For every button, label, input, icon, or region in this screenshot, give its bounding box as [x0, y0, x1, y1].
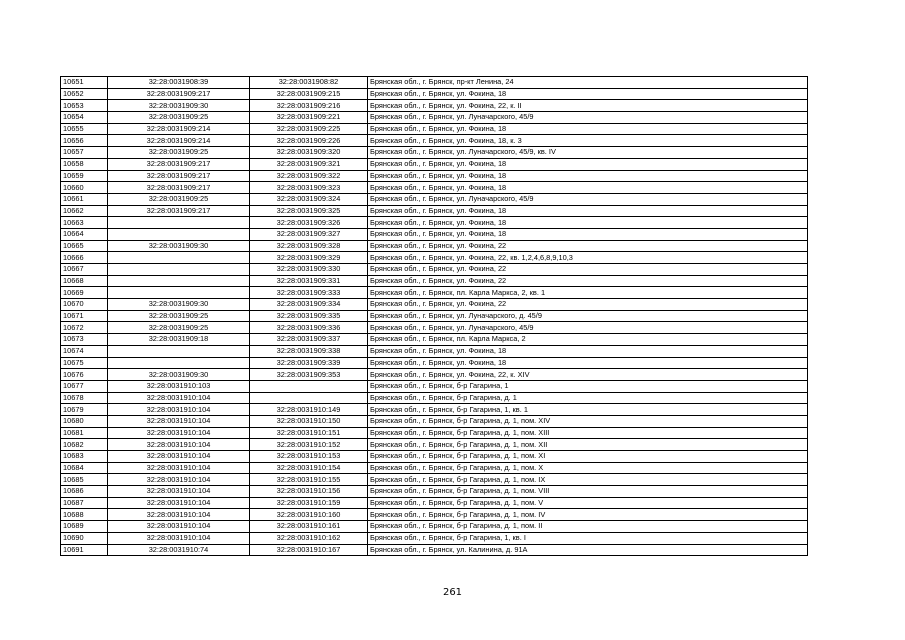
cell-row-number: 10659 [61, 170, 108, 182]
cell-address: Брянская обл., г. Брянск, б-р Гагарина, д. 1, пом. VIII [368, 486, 808, 498]
cell-parent-cadastral-number: 32:28:0031910:104 [108, 415, 250, 427]
cell-row-number: 10662 [61, 205, 108, 217]
cell-row-number: 10686 [61, 486, 108, 498]
table-row [61, 147, 808, 159]
cell-address: Брянская обл., г. Брянск, б-р Гагарина, д. 1, пом. IX [368, 474, 808, 486]
cell-parent-cadastral-number: 32:28:0031910:104 [108, 462, 250, 474]
cell-row-number: 10681 [61, 427, 108, 439]
cell-cadastral-number: 32:28:0031909:334 [250, 299, 368, 311]
cell-address: Брянская обл., г. Брянск, ул. Фокина, 18 [368, 158, 808, 170]
cell-row-number: 10684 [61, 462, 108, 474]
cell-address: Брянская обл., г. Брянск, пр-кт Ленина, 24 [368, 77, 808, 89]
cell-cadastral-number: 32:28:0031909:326 [250, 217, 368, 229]
cell-parent-cadastral-number [108, 287, 250, 299]
table-row [61, 509, 808, 521]
cell-address: Брянская обл., г. Брянск, ул. Фокина, 22, к. II [368, 100, 808, 112]
cell-address: Брянская обл., г. Брянск, ул. Луначарского, 45/9 [368, 322, 808, 334]
table-row [61, 299, 808, 311]
table-row [61, 532, 808, 544]
cell-row-number: 10656 [61, 135, 108, 147]
cell-cadastral-number: 32:28:0031909:325 [250, 205, 368, 217]
cell-parent-cadastral-number: 32:28:0031909:25 [108, 310, 250, 322]
cell-parent-cadastral-number: 32:28:0031910:104 [108, 497, 250, 509]
cell-row-number: 10673 [61, 334, 108, 346]
table-row [61, 252, 808, 264]
cell-address: Брянская обл., г. Брянск, б-р Гагарина, 1 [368, 380, 808, 392]
cell-cadastral-number: 32:28:0031910:154 [250, 462, 368, 474]
cell-address: Брянская обл., г. Брянск, б-р Гагарина, д. 1, пом. XII [368, 439, 808, 451]
table-row [61, 474, 808, 486]
table-row [61, 264, 808, 276]
table-row [61, 158, 808, 170]
cell-address: Брянская обл., г. Брянск, ул. Фокина, 22, к. XIV [368, 369, 808, 381]
cell-row-number: 10664 [61, 228, 108, 240]
cell-address: Брянская обл., г. Брянск, ул. Луначарского, 45/9, кв. IV [368, 147, 808, 159]
cell-address: Брянская обл., г. Брянск, б-р Гагарина, д. 1, пом. XI [368, 451, 808, 463]
cell-cadastral-number: 32:28:0031909:215 [250, 88, 368, 100]
cell-parent-cadastral-number: 32:28:0031910:104 [108, 486, 250, 498]
table-row [61, 345, 808, 357]
cell-parent-cadastral-number: 32:28:0031909:217 [108, 205, 250, 217]
cell-address: Брянская обл., г. Брянск, ул. Фокина, 22 [368, 240, 808, 252]
cell-parent-cadastral-number: 32:28:0031909:214 [108, 123, 250, 135]
cell-address: Брянская обл., г. Брянск, б-р Гагарина, 1, кв. I [368, 532, 808, 544]
table-row [61, 228, 808, 240]
cell-address: Брянская обл., г. Брянск, пл. Карла Маркса, 2 [368, 334, 808, 346]
cell-row-number: 10690 [61, 532, 108, 544]
cell-address: Брянская обл., г. Брянск, ул. Фокина, 18 [368, 205, 808, 217]
cell-address: Брянская обл., г. Брянск, б-р Гагарина, д. 1, пом. II [368, 521, 808, 533]
cell-cadastral-number: 32:28:0031909:221 [250, 112, 368, 124]
table-row [61, 135, 808, 147]
cell-row-number: 10679 [61, 404, 108, 416]
cell-address: Брянская обл., г. Брянск, ул. Фокина, 22 [368, 275, 808, 287]
cell-address: Брянская обл., г. Брянск, ул. Фокина, 22 [368, 299, 808, 311]
table-row [61, 275, 808, 287]
cell-row-number: 10655 [61, 123, 108, 135]
cell-cadastral-number: 32:28:0031909:339 [250, 357, 368, 369]
cell-cadastral-number: 32:28:0031910:156 [250, 486, 368, 498]
cell-row-number: 10668 [61, 275, 108, 287]
cell-cadastral-number: 32:28:0031910:167 [250, 544, 368, 556]
cell-parent-cadastral-number: 32:28:0031909:217 [108, 170, 250, 182]
cell-cadastral-number: 32:28:0031909:322 [250, 170, 368, 182]
table-row [61, 462, 808, 474]
cell-cadastral-number: 32:28:0031910:152 [250, 439, 368, 451]
cell-row-number: 10691 [61, 544, 108, 556]
table-row [61, 486, 808, 498]
table-row [61, 77, 808, 89]
table-row [61, 217, 808, 229]
cell-cadastral-number: 32:28:0031909:225 [250, 123, 368, 135]
cell-cadastral-number: 32:28:0031910:150 [250, 415, 368, 427]
cell-cadastral-number: 32:28:0031909:331 [250, 275, 368, 287]
cell-row-number: 10674 [61, 345, 108, 357]
cell-cadastral-number: 32:28:0031910:161 [250, 521, 368, 533]
cell-row-number: 10672 [61, 322, 108, 334]
cell-cadastral-number: 32:28:0031910:162 [250, 532, 368, 544]
cell-parent-cadastral-number: 32:28:0031910:104 [108, 521, 250, 533]
cell-parent-cadastral-number: 32:28:0031909:18 [108, 334, 250, 346]
page-number: 261 [442, 587, 463, 598]
cell-parent-cadastral-number: 32:28:0031909:25 [108, 193, 250, 205]
table-row [61, 287, 808, 299]
cell-address: Брянская обл., г. Брянск, ул. Фокина, 22 [368, 264, 808, 276]
cell-row-number: 10653 [61, 100, 108, 112]
cell-address: Брянская обл., г. Брянск, б-р Гагарина, д. 1 [368, 392, 808, 404]
cell-address: Брянская обл., г. Брянск, ул. Калинина, д. 91А [368, 544, 808, 556]
registry-table-body [61, 77, 808, 556]
cell-cadastral-number: 32:28:0031910:153 [250, 451, 368, 463]
cell-address: Брянская обл., г. Брянск, б-р Гагарина, 1, кв. 1 [368, 404, 808, 416]
cell-parent-cadastral-number: 32:28:0031909:217 [108, 158, 250, 170]
cell-parent-cadastral-number [108, 345, 250, 357]
cell-cadastral-number: 32:28:0031909:328 [250, 240, 368, 252]
cell-parent-cadastral-number: 32:28:0031909:30 [108, 369, 250, 381]
table-row [61, 451, 808, 463]
cell-parent-cadastral-number: 32:28:0031908:39 [108, 77, 250, 89]
table-row [61, 415, 808, 427]
cell-cadastral-number: 32:28:0031909:320 [250, 147, 368, 159]
cell-cadastral-number [250, 392, 368, 404]
table-row [61, 205, 808, 217]
cell-cadastral-number: 32:28:0031909:321 [250, 158, 368, 170]
cell-cadastral-number: 32:28:0031909:353 [250, 369, 368, 381]
cell-cadastral-number: 32:28:0031910:160 [250, 509, 368, 521]
cell-row-number: 10669 [61, 287, 108, 299]
cell-cadastral-number: 32:28:0031909:333 [250, 287, 368, 299]
cell-parent-cadastral-number [108, 217, 250, 229]
cell-cadastral-number: 32:28:0031909:335 [250, 310, 368, 322]
cell-address: Брянская обл., г. Брянск, б-р Гагарина, д. 1, пом. IV [368, 509, 808, 521]
cell-row-number: 10670 [61, 299, 108, 311]
table-row [61, 380, 808, 392]
cell-parent-cadastral-number [108, 357, 250, 369]
cell-address: Брянская обл., г. Брянск, ул. Фокина, 18 [368, 217, 808, 229]
cell-row-number: 10660 [61, 182, 108, 194]
cell-parent-cadastral-number: 32:28:0031909:217 [108, 88, 250, 100]
cell-row-number: 10689 [61, 521, 108, 533]
cell-parent-cadastral-number: 32:28:0031909:25 [108, 112, 250, 124]
cell-row-number: 10667 [61, 264, 108, 276]
cell-parent-cadastral-number [108, 252, 250, 264]
table-row [61, 334, 808, 346]
cell-row-number: 10682 [61, 439, 108, 451]
cell-cadastral-number: 32:28:0031909:330 [250, 264, 368, 276]
table-row [61, 170, 808, 182]
cell-address: Брянская обл., г. Брянск, б-р Гагарина, д. 1, пом. X [368, 462, 808, 474]
cell-cadastral-number: 32:28:0031910:155 [250, 474, 368, 486]
cell-address: Брянская обл., г. Брянск, б-р Гагарина, д. 1, пом. V [368, 497, 808, 509]
cell-cadastral-number: 32:28:0031909:336 [250, 322, 368, 334]
cell-parent-cadastral-number: 32:28:0031910:104 [108, 404, 250, 416]
cell-cadastral-number: 32:28:0031909:329 [250, 252, 368, 264]
table-row [61, 310, 808, 322]
cell-cadastral-number: 32:28:0031909:324 [250, 193, 368, 205]
cell-parent-cadastral-number: 32:28:0031910:103 [108, 380, 250, 392]
table-row [61, 193, 808, 205]
cell-row-number: 10661 [61, 193, 108, 205]
cell-cadastral-number: 32:28:0031909:327 [250, 228, 368, 240]
table-row [61, 357, 808, 369]
cell-parent-cadastral-number: 32:28:0031909:30 [108, 100, 250, 112]
cell-parent-cadastral-number: 32:28:0031909:217 [108, 182, 250, 194]
cell-address: Брянская обл., г. Брянск, ул. Луначарского, 45/9 [368, 193, 808, 205]
cell-row-number: 10685 [61, 474, 108, 486]
cell-address: Брянская обл., г. Брянск, ул. Фокина, 22, кв. 1,2,4,6,8,9,10,3 [368, 252, 808, 264]
cell-parent-cadastral-number: 32:28:0031909:214 [108, 135, 250, 147]
cell-parent-cadastral-number: 32:28:0031910:104 [108, 509, 250, 521]
cell-cadastral-number: 32:28:0031909:216 [250, 100, 368, 112]
cell-parent-cadastral-number: 32:28:0031910:104 [108, 451, 250, 463]
cell-row-number: 10687 [61, 497, 108, 509]
cell-address: Брянская обл., г. Брянск, ул. Фокина, 18 [368, 357, 808, 369]
cell-address: Брянская обл., г. Брянск, ул. Фокина, 18 [368, 345, 808, 357]
cell-address: Брянская обл., г. Брянск, ул. Фокина, 18 [368, 228, 808, 240]
cell-address: Брянская обл., г. Брянск, ул. Луначарского, 45/9 [368, 112, 808, 124]
table-row [61, 439, 808, 451]
cell-row-number: 10677 [61, 380, 108, 392]
table-row [61, 369, 808, 381]
cell-parent-cadastral-number: 32:28:0031909:25 [108, 147, 250, 159]
cell-address: Брянская обл., г. Брянск, б-р Гагарина, д. 1, пом. XIV [368, 415, 808, 427]
cell-row-number: 10678 [61, 392, 108, 404]
table-row [61, 404, 808, 416]
cell-address: Брянская обл., г. Брянск, ул. Фокина, 18, к. 3 [368, 135, 808, 147]
table-row [61, 544, 808, 556]
cell-row-number: 10654 [61, 112, 108, 124]
cell-cadastral-number: 32:28:0031909:338 [250, 345, 368, 357]
cell-parent-cadastral-number: 32:28:0031910:104 [108, 474, 250, 486]
cell-row-number: 10652 [61, 88, 108, 100]
table-row [61, 112, 808, 124]
table-row [61, 322, 808, 334]
cell-parent-cadastral-number: 32:28:0031910:104 [108, 439, 250, 451]
table-row [61, 497, 808, 509]
cell-address: Брянская обл., г. Брянск, пл. Карла Маркса, 2, кв. 1 [368, 287, 808, 299]
cell-address: Брянская обл., г. Брянск, ул. Луначарского, д. 45/9 [368, 310, 808, 322]
table-row [61, 427, 808, 439]
cell-row-number: 10663 [61, 217, 108, 229]
cell-row-number: 10658 [61, 158, 108, 170]
cell-parent-cadastral-number: 32:28:0031910:74 [108, 544, 250, 556]
table-row [61, 240, 808, 252]
cell-address: Брянская обл., г. Брянск, ул. Фокина, 18 [368, 88, 808, 100]
cell-row-number: 10683 [61, 451, 108, 463]
cell-cadastral-number [250, 380, 368, 392]
table-row [61, 521, 808, 533]
cell-cadastral-number: 32:28:0031909:323 [250, 182, 368, 194]
table-row [61, 182, 808, 194]
cell-parent-cadastral-number: 32:28:0031910:104 [108, 427, 250, 439]
cell-row-number: 10651 [61, 77, 108, 89]
cell-cadastral-number: 32:28:0031909:337 [250, 334, 368, 346]
table-row [61, 88, 808, 100]
cell-parent-cadastral-number: 32:28:0031910:104 [108, 392, 250, 404]
cell-cadastral-number: 32:28:0031908:82 [250, 77, 368, 89]
cell-parent-cadastral-number: 32:28:0031909:25 [108, 322, 250, 334]
cell-parent-cadastral-number: 32:28:0031910:104 [108, 532, 250, 544]
cell-parent-cadastral-number [108, 275, 250, 287]
cell-parent-cadastral-number: 32:28:0031909:30 [108, 299, 250, 311]
cell-row-number: 10680 [61, 415, 108, 427]
cell-row-number: 10675 [61, 357, 108, 369]
table-row [61, 392, 808, 404]
cell-row-number: 10666 [61, 252, 108, 264]
cell-row-number: 10657 [61, 147, 108, 159]
cell-address: Брянская обл., г. Брянск, ул. Фокина, 18 [368, 123, 808, 135]
cell-cadastral-number: 32:28:0031909:226 [250, 135, 368, 147]
cell-row-number: 10688 [61, 509, 108, 521]
cell-address: Брянская обл., г. Брянск, ул. Фокина, 18 [368, 170, 808, 182]
registry-table [60, 76, 808, 556]
cell-cadastral-number: 32:28:0031910:159 [250, 497, 368, 509]
cell-row-number: 10665 [61, 240, 108, 252]
table-row [61, 123, 808, 135]
cell-parent-cadastral-number [108, 264, 250, 276]
cell-parent-cadastral-number [108, 228, 250, 240]
cell-address: Брянская обл., г. Брянск, ул. Фокина, 18 [368, 182, 808, 194]
cell-parent-cadastral-number: 32:28:0031909:30 [108, 240, 250, 252]
table-row [61, 100, 808, 112]
cell-cadastral-number: 32:28:0031910:151 [250, 427, 368, 439]
cell-row-number: 10676 [61, 369, 108, 381]
cell-address: Брянская обл., г. Брянск, б-р Гагарина, д. 1, пом. XIII [368, 427, 808, 439]
cell-row-number: 10671 [61, 310, 108, 322]
cell-cadastral-number: 32:28:0031910:149 [250, 404, 368, 416]
